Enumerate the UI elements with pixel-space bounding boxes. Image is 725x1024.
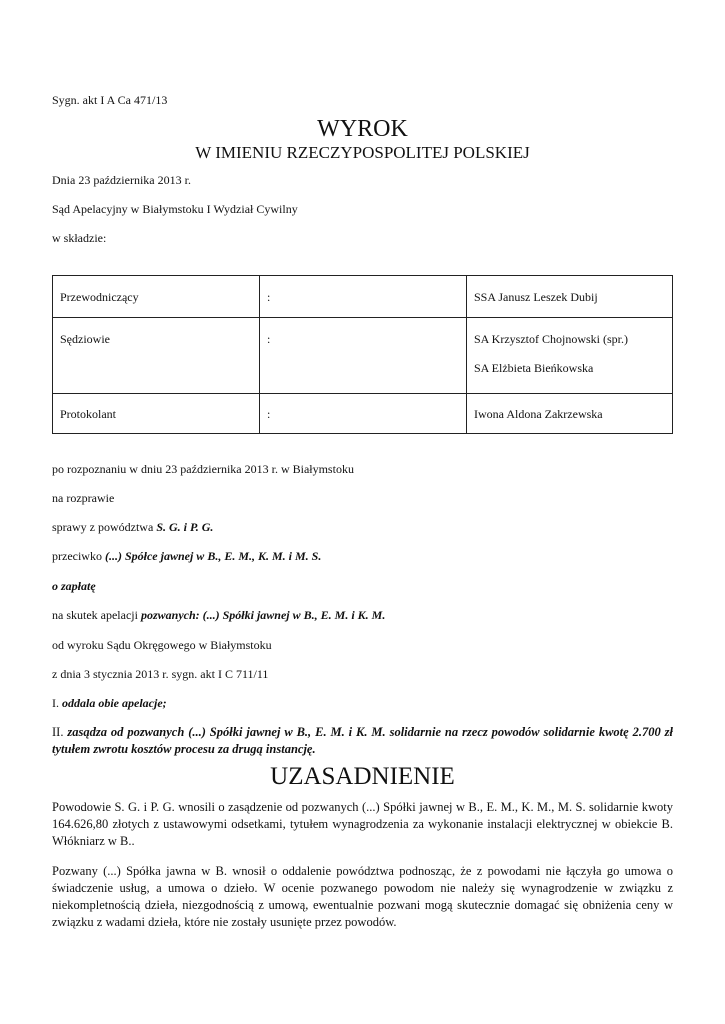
ruling-point-1 bbox=[52, 696, 167, 710]
separator: : bbox=[267, 290, 271, 304]
justification-paragraph-2: Pozwany (...) Spółka jawna w B. wnosił o oddalenie powództwa podnosząc, że z powodami nie łączyła go umowa o świadczenie usług, a umowa o dzieło. W ocenie pozwanego powodom nie należy się wynagrodzenie w związku z niekompletnością dzieła, niezgodnością z umową, ewentualnie pozwani mogą skutecznie domagać się obniżenia ceny w związku z wadami dzieła, które nie zostały usunięte przez powodów. bbox=[52, 864, 673, 929]
ruling-point-2 bbox=[52, 724, 673, 758]
appeal-prefix: na skutek apelacji bbox=[52, 608, 141, 622]
from-judgment-line: od wyroku Sądu Okręgowego w Białymstoku bbox=[52, 638, 272, 652]
names-cell bbox=[467, 318, 673, 394]
composition-label: w składzie: bbox=[52, 231, 107, 245]
role-label: Sędziowie bbox=[60, 332, 110, 346]
document-title: WYROK bbox=[317, 116, 408, 142]
judge-name: SA Krzysztof Chojnowski (spr.) bbox=[474, 332, 628, 346]
defendants: (...) Spółce jawnej w B., E. M., K. M. i M. S. bbox=[104, 549, 322, 563]
court-name: Sąd Apelacyjny w Białymstoku I Wydział Cywilny bbox=[52, 202, 298, 216]
hearing-line: na rozprawie bbox=[52, 491, 115, 505]
names-cell bbox=[467, 276, 673, 318]
against-prefix: przeciwko bbox=[52, 549, 105, 563]
separator: : bbox=[267, 407, 271, 421]
table-row bbox=[53, 276, 673, 318]
point-number: I. bbox=[52, 696, 62, 710]
case-line bbox=[52, 520, 213, 534]
point-text: oddala obie apelacje; bbox=[62, 696, 167, 710]
role-label: Przewodniczący bbox=[60, 290, 139, 304]
names-cell bbox=[467, 394, 673, 434]
document-subtitle: W IMIENIU RZECZYPOSPOLITEJ POLSKIEJ bbox=[195, 143, 530, 162]
role-cell bbox=[53, 318, 260, 394]
judge-name: SA Elżbieta Bieńkowska bbox=[474, 361, 594, 375]
separator: : bbox=[267, 332, 271, 346]
judge-name: SSA Janusz Leszek Dubij bbox=[474, 290, 598, 304]
role-label: Protokolant bbox=[60, 407, 116, 421]
appeal-line bbox=[52, 608, 385, 622]
separator-cell bbox=[260, 394, 467, 434]
plaintiffs: S. G. i P. G. bbox=[156, 520, 214, 534]
role-cell bbox=[53, 276, 260, 318]
role-cell bbox=[53, 394, 260, 434]
court-panel-table bbox=[52, 275, 673, 434]
table-row bbox=[53, 394, 673, 434]
point-number: II. bbox=[52, 725, 68, 739]
case-prefix: sprawy z powództwa bbox=[52, 520, 157, 534]
table-row bbox=[53, 318, 673, 394]
judgment-date-line: z dnia 3 stycznia 2013 r. sygn. akt I C 711/11 bbox=[52, 667, 269, 681]
separator-cell bbox=[260, 276, 467, 318]
justification-heading: UZASADNIENIE bbox=[270, 763, 455, 790]
appellants: pozwanych: (...) Spółki jawnej w B., E. M. i K. M. bbox=[140, 608, 386, 622]
separator-cell bbox=[260, 318, 467, 394]
date-line: Dnia 23 października 2013 r. bbox=[52, 173, 191, 187]
case-number: Sygn. akt I A Ca 471/13 bbox=[52, 93, 168, 107]
subject-line: o zapłatę bbox=[52, 579, 96, 593]
considered-line: po rozpoznaniu w dniu 23 października 2013 r. w Białymstoku bbox=[52, 462, 354, 476]
against-line bbox=[52, 549, 321, 563]
justification-paragraph-1: Powodowie S. G. i P. G. wnosili o zasądzenie od pozwanych (...) Spółki jawnej w B., E. M., K. M., M. S. solidarnie kwoty 164.626,80 złotych z ustawowymi odsetkami, tytułem wynagrodzenia za wykonanie instalacji elektrycznej w obiekcie B. Włókniarz w B.. bbox=[52, 800, 673, 848]
point-text: zasądza od pozwanych (...) Spółki jawnej w B., E. M. i K. M. solidarnie na rzecz powodów solidarnie kwotę 2.700 zł tytułem zwrotu kosztów procesu za drugą instancję. bbox=[52, 725, 673, 756]
clerk-name: Iwona Aldona Zakrzewska bbox=[474, 407, 603, 421]
